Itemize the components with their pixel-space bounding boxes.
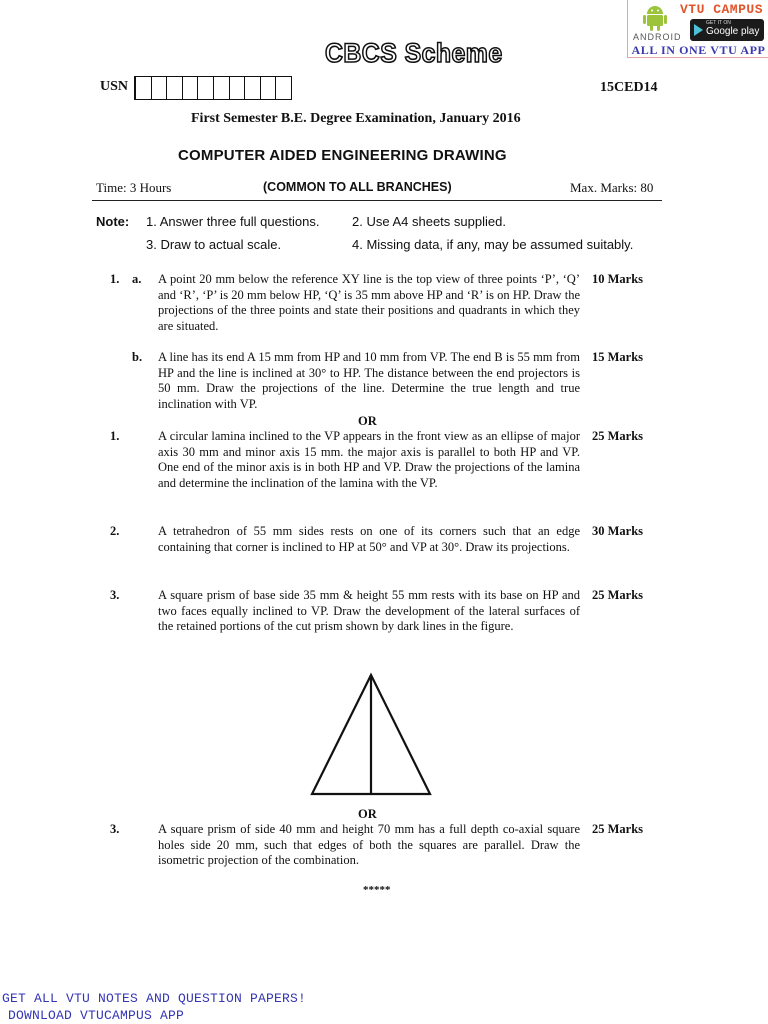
note-item-4: 4. Missing data, if any, may be assumed suitably. xyxy=(352,237,634,252)
max-marks: Max. Marks: 80 xyxy=(570,180,654,195)
or-separator: OR xyxy=(358,414,377,428)
question-number: 2. xyxy=(110,524,120,538)
end-stars: ***** xyxy=(363,884,391,896)
usn-digit-box[interactable] xyxy=(152,76,168,100)
question-text: A point 20 mm below the reference XY line is the top view of three points ‘P’, ‘Q’ and ‘R’, ‘P’ is 20 mm below HP, ‘Q’ is 35 mm above HP and ‘R’ is on HP. Draw the projections of the three points and state their positions and quadrants in which they are situated. xyxy=(158,272,580,333)
usn-digit-box[interactable] xyxy=(198,76,214,100)
usn-boxes xyxy=(134,76,292,100)
question-number: 3. xyxy=(110,822,120,836)
android-icon xyxy=(642,2,668,32)
badge-android-word: ANDROID xyxy=(633,32,682,42)
badge-brand: VTU CAMPUS xyxy=(680,2,764,17)
note-label: Note: xyxy=(96,214,130,229)
usn-label: USN xyxy=(100,79,129,94)
question-marks: 25 Marks xyxy=(592,588,644,602)
exam-title: First Semester B.E. Degree Examination, January 2016 xyxy=(191,111,521,126)
note-item-2: 2. Use A4 sheets supplied. xyxy=(352,214,506,229)
question-text: A square prism of side 40 mm and height 70 mm has a full depth co-axial square holes side 20 mm, such that edges of both the squares are parallel. Draw the isometric projection of the combination. xyxy=(158,822,580,868)
subject-title: COMPUTER AIDED ENGINEERING DRAWING xyxy=(178,147,507,164)
note-item-1: 1. Answer three full questions. xyxy=(146,214,320,229)
question-number: 1. xyxy=(110,429,120,443)
usn-digit-box[interactable] xyxy=(245,76,261,100)
subject-code: 15CED14 xyxy=(600,80,658,95)
common-branches: (COMMON TO ALL BRANCHES) xyxy=(263,180,452,194)
question-part: a. xyxy=(132,272,142,286)
question-marks: 10 Marks xyxy=(592,272,644,286)
question-part: b. xyxy=(132,350,143,364)
usn-digit-box[interactable] xyxy=(167,76,183,100)
question-marks: 25 Marks xyxy=(592,429,644,443)
google-play-button[interactable] xyxy=(690,19,764,41)
footer-line-1: GET ALL VTU NOTES AND QUESTION PAPERS! xyxy=(2,991,307,1006)
question-text: A line has its end A 15 mm from HP and 10 mm from VP. The end B is 55 mm from HP and the line is inclined at 30° to HP. The distance between the end projectors is 50 mm. Draw the projections of the line. Determine the true length and true inclination with VP. xyxy=(158,350,580,411)
play-small-label: GET IT ON xyxy=(706,20,731,26)
question-number: 3. xyxy=(110,588,120,602)
vtu-campus-badge[interactable] xyxy=(627,0,768,58)
footer-line-2[interactable]: DOWNLOAD VTUCAMPUS APP xyxy=(8,1008,185,1023)
note-item-3: 3. Draw to actual scale. xyxy=(146,237,282,252)
exam-time: Time: 3 Hours xyxy=(96,180,172,195)
usn-digit-box[interactable] xyxy=(214,76,230,100)
scheme-title: CBCS Scheme xyxy=(325,38,503,68)
question-text: A tetrahedron of 55 mm sides rests on one of its corners such that an edge containing that corner is inclined to HP at 50° and VP at 30°. Draw its projections. xyxy=(158,524,580,554)
usn-digit-box[interactable] xyxy=(276,76,292,100)
play-store-icon xyxy=(694,24,703,36)
question-text: A circular lamina inclined to the VP appears in the front view as an ellipse of major axis 30 mm and minor axis 15 mm. the major axis is parallel to both HP and VP. One end of the minor axis is in both HP and VP. Draw the projections of the lamina and determine the inclination of the lamina with the VP. xyxy=(158,429,580,490)
question-number: 1. xyxy=(110,272,120,286)
usn-digit-box[interactable] xyxy=(183,76,199,100)
usn-digit-box[interactable] xyxy=(136,76,152,100)
question-marks: 15 Marks xyxy=(592,350,644,364)
usn-digit-box[interactable] xyxy=(261,76,277,100)
prism-figure xyxy=(308,672,434,798)
usn-digit-box[interactable] xyxy=(230,76,246,100)
header-divider xyxy=(92,200,662,201)
question-text: A square prism of base side 35 mm & height 55 mm rests with its base on HP and two faces equally inclined to VP. Draw the development of the lateral surfaces of the retained portions of the cut prism shown by dark lines in the figure. xyxy=(158,588,580,634)
question-marks: 30 Marks xyxy=(592,524,644,538)
or-separator: OR xyxy=(358,807,377,821)
badge-tagline: ALL IN ONE VTU APP xyxy=(631,43,766,57)
play-big-label: Google play xyxy=(706,26,760,37)
question-marks: 25 Marks xyxy=(592,822,644,836)
